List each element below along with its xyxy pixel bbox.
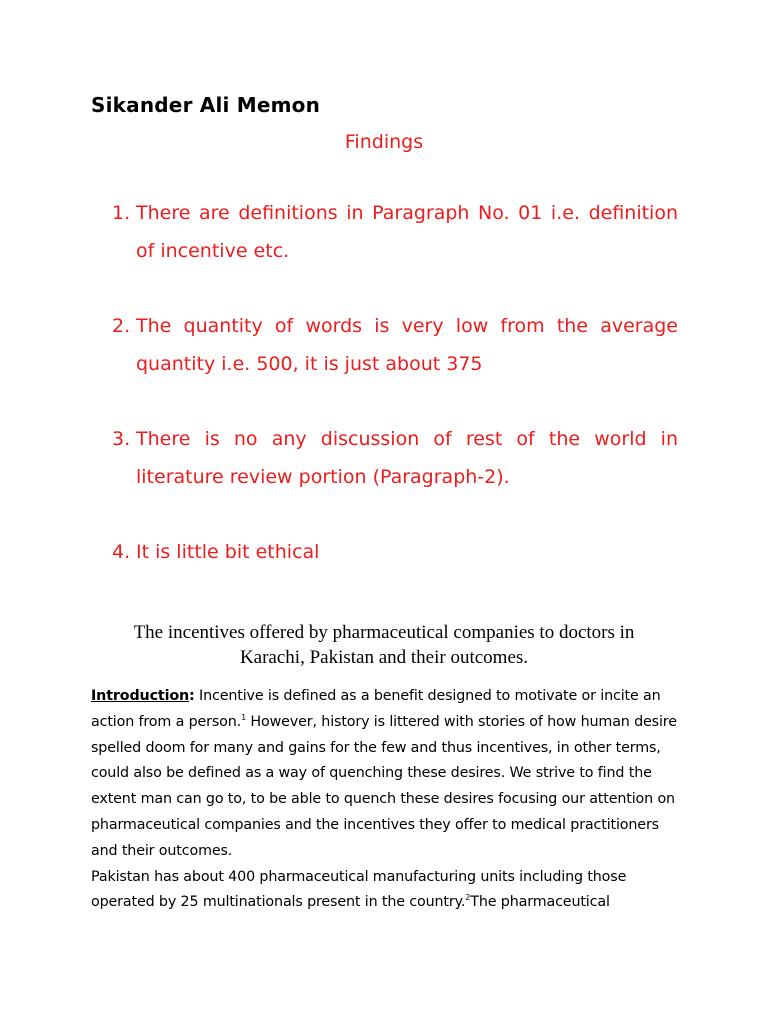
finding-number: 2. bbox=[112, 315, 131, 337]
paper-body bbox=[91, 684, 681, 916]
paragraph-text: However, history is littered with stories of how human desire spelled doom for many and gains for the few and thus incentives, in other terms, could also be defined as a way of quenching these desires. We strive to find the extent man can go to, to be able to quench these desires focusing our attention on pharmaceutical companies and the incentives they offer to medical practitioners and their outcomes. bbox=[91, 713, 677, 859]
paragraph-text: The pharmaceutical bbox=[470, 894, 610, 911]
finding-number: 4. bbox=[112, 541, 131, 563]
finding-number: 3. bbox=[112, 428, 131, 450]
introduction-label: Introduction bbox=[91, 688, 190, 704]
footnote-reference: 2 bbox=[465, 893, 471, 903]
finding-item bbox=[112, 420, 678, 496]
finding-text: There are definitions in Paragraph No. 01 i.e. definition of incentive etc. bbox=[136, 202, 678, 262]
introduction-paragraph bbox=[91, 684, 681, 865]
findings-list bbox=[112, 194, 678, 608]
paper-title bbox=[0, 620, 768, 670]
finding-item bbox=[112, 307, 678, 383]
paragraph-text: Incentive is defined as a benefit designed to motivate or incite an action from a person. bbox=[91, 688, 661, 730]
body-paragraph bbox=[91, 865, 681, 917]
finding-text: The quantity of words is very low from the average quantity i.e. 500, it is just about 375 bbox=[136, 315, 678, 375]
finding-number: 1. bbox=[112, 202, 131, 224]
footnote-reference: 1 bbox=[241, 712, 247, 722]
finding-item bbox=[112, 533, 678, 571]
finding-text: It is little bit ethical bbox=[136, 541, 320, 563]
finding-text: There is no any discussion of rest of the world in literature review portion (Paragraph-2). bbox=[136, 428, 678, 488]
paper-title-line: Karachi, Pakistan and their outcomes. bbox=[239, 647, 529, 668]
paper-title-line: The incentives offered by pharmaceutical companies to doctors in bbox=[133, 622, 635, 643]
author-name: Sikander Ali Memon bbox=[91, 93, 321, 117]
paragraph-text: Pakistan has about 400 pharmaceutical manufacturing units including those operated by 25 multinationals present in the country. bbox=[91, 868, 627, 911]
introduction-colon: : bbox=[189, 688, 195, 704]
finding-item bbox=[112, 194, 678, 270]
findings-heading: Findings bbox=[344, 131, 424, 153]
